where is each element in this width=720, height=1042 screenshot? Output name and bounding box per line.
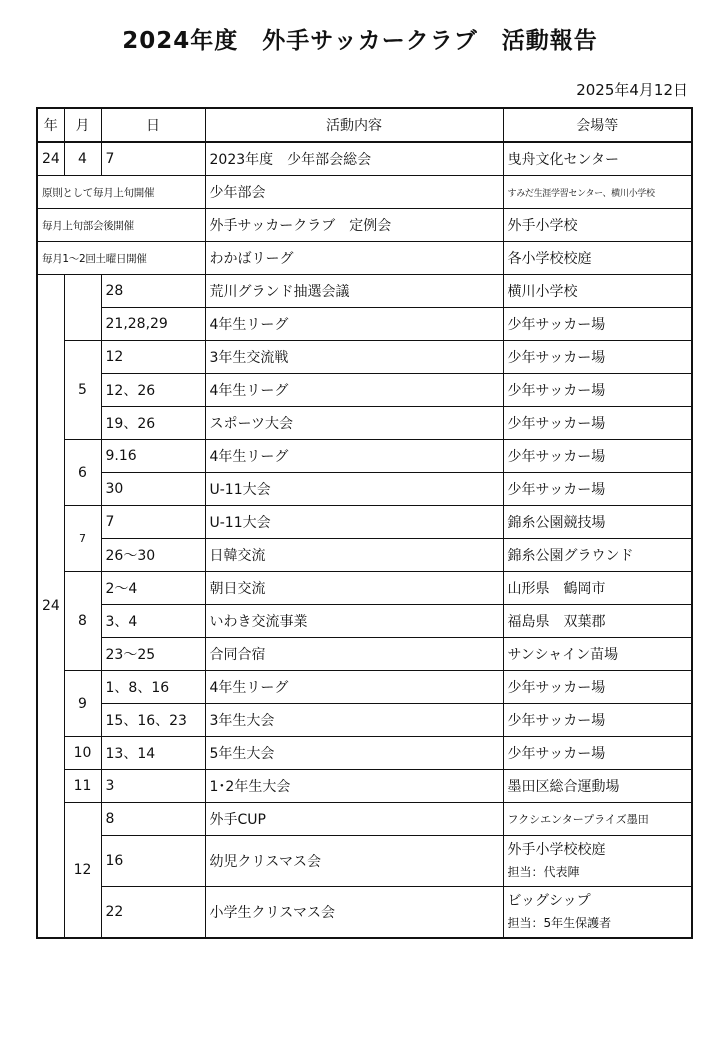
year-cell: 24 xyxy=(37,275,64,939)
month-cell: 7 xyxy=(64,506,101,572)
day-cell: 3、4 xyxy=(101,605,205,638)
venue-cell: 少年サッカー場 xyxy=(503,407,692,440)
table-row xyxy=(37,605,692,638)
table-row xyxy=(37,440,692,473)
venue-cell: 少年サッカー場 xyxy=(503,440,692,473)
month-cell: 5 xyxy=(64,341,101,440)
day-cell: 12、26 xyxy=(101,374,205,407)
activity-table xyxy=(36,107,693,939)
venue-cell: 福島県 双葉郡 xyxy=(503,605,692,638)
content-cell: わかばリーグ xyxy=(205,242,503,275)
day-cell: 13、14 xyxy=(101,737,205,770)
month-cell: 8 xyxy=(64,572,101,671)
table-row xyxy=(37,803,692,836)
content-cell: いわき交流事業 xyxy=(205,605,503,638)
month-cell xyxy=(64,275,101,341)
content-cell: 4年生リーグ xyxy=(205,671,503,704)
content-cell: 外手サッカークラブ 定例会 xyxy=(205,209,503,242)
day-cell: 7 xyxy=(101,142,205,176)
table-row xyxy=(37,308,692,341)
venue-name: ビッグシップ xyxy=(507,893,591,909)
day-cell: 1、8、16 xyxy=(101,671,205,704)
table-row xyxy=(37,209,692,242)
month-cell: 10 xyxy=(64,737,101,770)
day-cell: 12 xyxy=(101,341,205,374)
content-cell: 3年生大会 xyxy=(205,704,503,737)
recurring-note: 毎月1～2回土曜日開催 xyxy=(37,242,205,275)
day-cell: 22 xyxy=(101,887,205,939)
content-cell: 3年生交流戦 xyxy=(205,341,503,374)
table-row xyxy=(37,572,692,605)
day-cell: 19、26 xyxy=(101,407,205,440)
table-row xyxy=(37,770,692,803)
header-year: 年 xyxy=(37,108,64,142)
content-cell: 荒川グランド抽選会議 xyxy=(205,275,503,308)
venue-cell: 外手小学校 xyxy=(503,209,692,242)
table-row xyxy=(37,737,692,770)
month-cell: 11 xyxy=(64,770,101,803)
venue-cell: 錦糸公園グラウンド xyxy=(503,539,692,572)
day-cell: 9.16 xyxy=(101,440,205,473)
day-cell: 2～4 xyxy=(101,572,205,605)
header-content: 活動内容 xyxy=(205,108,503,142)
venue-cell: フクシエンタープライズ墨田 xyxy=(503,803,692,836)
content-cell: 幼児クリスマス会 xyxy=(205,836,503,887)
year-cell: 24 xyxy=(37,142,64,176)
venue-cell: サンシャイン苗場 xyxy=(503,638,692,671)
table-row xyxy=(37,506,692,539)
content-cell: U-11大会 xyxy=(205,473,503,506)
content-cell: 4年生リーグ xyxy=(205,440,503,473)
content-cell: 4年生リーグ xyxy=(205,374,503,407)
venue-cell: 少年サッカー場 xyxy=(503,704,692,737)
day-cell: 3 xyxy=(101,770,205,803)
table-row xyxy=(37,142,692,176)
table-row xyxy=(37,704,692,737)
table-row xyxy=(37,887,692,939)
content-cell: 5年生大会 xyxy=(205,737,503,770)
month-cell: 9 xyxy=(64,671,101,737)
venue-name: 外手小学校校庭 xyxy=(507,842,606,858)
header-day: 日 xyxy=(101,108,205,142)
table-row xyxy=(37,473,692,506)
day-cell: 21,28,29 xyxy=(101,308,205,341)
day-cell: 7 xyxy=(101,506,205,539)
table-row xyxy=(37,539,692,572)
venue-cell xyxy=(503,887,692,939)
venue-cell: 少年サッカー場 xyxy=(503,341,692,374)
content-cell: 小学生クリスマス会 xyxy=(205,887,503,939)
table-row xyxy=(37,275,692,308)
content-cell: スポーツ大会 xyxy=(205,407,503,440)
table-row xyxy=(37,671,692,704)
recurring-note: 毎月上旬部会後開催 xyxy=(37,209,205,242)
day-cell: 15、16、23 xyxy=(101,704,205,737)
content-cell: 外手CUP xyxy=(205,803,503,836)
venue-cell: 各小学校校庭 xyxy=(503,242,692,275)
header-month: 月 xyxy=(64,108,101,142)
day-cell: 28 xyxy=(101,275,205,308)
content-cell: 2023年度 少年部会総会 xyxy=(205,142,503,176)
table-row xyxy=(37,176,692,209)
venue-responsible: 担当：5年生保護者 xyxy=(507,916,612,930)
content-cell: U-11大会 xyxy=(205,506,503,539)
month-cell: 12 xyxy=(64,803,101,939)
content-cell: 1･2年生大会 xyxy=(205,770,503,803)
venue-cell: すみだ生涯学習センター、横川小学校 xyxy=(503,176,692,209)
report-date: 2025年4月12日 xyxy=(576,81,688,99)
content-cell: 4年生リーグ xyxy=(205,308,503,341)
content-cell: 日韓交流 xyxy=(205,539,503,572)
day-cell: 30 xyxy=(101,473,205,506)
table-row xyxy=(37,836,692,887)
venue-cell: 少年サッカー場 xyxy=(503,308,692,341)
venue-cell: 錦糸公園競技場 xyxy=(503,506,692,539)
table-row xyxy=(37,341,692,374)
table-row xyxy=(37,407,692,440)
venue-cell: 少年サッカー場 xyxy=(503,671,692,704)
day-cell: 23～25 xyxy=(101,638,205,671)
venue-cell: 曳舟文化センター xyxy=(503,142,692,176)
venue-responsible: 担当：代表陣 xyxy=(507,865,580,879)
day-cell: 26～30 xyxy=(101,539,205,572)
venue-cell: 墨田区総合運動場 xyxy=(503,770,692,803)
header-row xyxy=(37,108,692,142)
venue-cell: 少年サッカー場 xyxy=(503,737,692,770)
header-venue: 会場等 xyxy=(503,108,692,142)
content-cell: 朝日交流 xyxy=(205,572,503,605)
recurring-note: 原則として毎月上旬開催 xyxy=(37,176,205,209)
venue-cell: 山形県 鶴岡市 xyxy=(503,572,692,605)
page-title: 2024年度 外手サッカークラブ 活動報告 xyxy=(122,28,598,54)
month-cell: 4 xyxy=(64,142,101,176)
day-cell: 16 xyxy=(101,836,205,887)
month-cell: 6 xyxy=(64,440,101,506)
venue-cell xyxy=(503,836,692,887)
venue-cell: 横川小学校 xyxy=(503,275,692,308)
table-row xyxy=(37,242,692,275)
venue-cell: 少年サッカー場 xyxy=(503,374,692,407)
table-row xyxy=(37,374,692,407)
day-cell: 8 xyxy=(101,803,205,836)
venue-cell: 少年サッカー場 xyxy=(503,473,692,506)
content-cell: 合同合宿 xyxy=(205,638,503,671)
content-cell: 少年部会 xyxy=(205,176,503,209)
table-row xyxy=(37,638,692,671)
